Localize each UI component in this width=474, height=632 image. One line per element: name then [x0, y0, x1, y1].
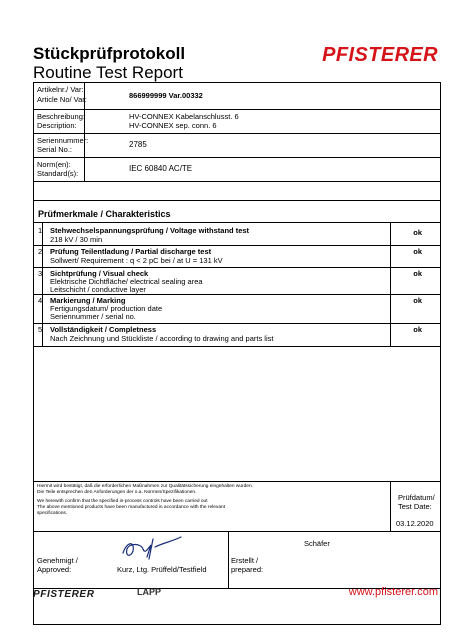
row-divider — [34, 294, 440, 295]
serial-label-de: Seriennummer: — [37, 136, 89, 145]
row-divider — [34, 133, 440, 134]
row-divider — [34, 531, 440, 532]
serial-label-en: Serial No.: — [37, 145, 73, 154]
item-number: 3 — [38, 269, 43, 278]
created-label-de: Erstellt / — [231, 556, 259, 565]
item-detail: 218 kV / 30 min — [50, 235, 103, 244]
report-frame — [33, 82, 441, 625]
created-label-en: prepared: — [231, 565, 264, 574]
title-english: Routine Test Report — [33, 63, 183, 82]
test-date-label-de: Prüfdatum/ — [398, 493, 435, 502]
desc-value-de: HV-CONNEX Kabelanschlusst. 6 — [129, 112, 239, 121]
approver-name: Kurz, Ltg. Prüffeld/Testfield — [117, 565, 207, 574]
signature-column-divider — [228, 531, 229, 588]
row-divider — [34, 267, 440, 268]
date-column-divider — [390, 481, 391, 531]
item-result: ok — [413, 269, 422, 278]
test-date-label-en: Test Date: — [398, 502, 432, 511]
item-detail: Elektrische Dichtfläche/ electrical sealing area — [50, 277, 203, 286]
confirmation-en-line: The above mentioned products have been manufactured in accordance with the relevant — [37, 505, 225, 510]
norm-label-de: Norm(en): — [37, 160, 71, 169]
item-result: ok — [413, 228, 422, 237]
row-divider — [34, 222, 440, 223]
item-detail: Leitschicht / conductive layer — [50, 285, 146, 294]
confirmation-de-line: Hiermit wird bestätigt, daß die erforderlichen Maßnahmen zur Qualitätssicherung eingehalten wurden. — [37, 484, 253, 489]
row-divider — [34, 200, 440, 201]
approver-signature — [119, 535, 185, 561]
desc-label-en: Description: — [37, 121, 77, 130]
approved-label-en: Approved: — [37, 565, 72, 574]
item-result: ok — [413, 325, 422, 334]
test-date-value: 03.12.2020 — [396, 519, 434, 528]
approved-label-de: Genehmigt / — [37, 556, 78, 565]
article-value: 866999999 Var.00332 — [129, 91, 203, 100]
item-result: ok — [413, 247, 422, 256]
pfisterer-logo: PFISTERER — [322, 44, 438, 66]
item-number: 2 — [38, 247, 43, 256]
row-divider — [34, 109, 440, 110]
item-detail: Sollwert/ Requirement : q < 2 pC bei / at U = 131 kV — [50, 256, 223, 265]
item-title: Markierung / Marking — [50, 296, 126, 305]
footer-lapp-logo: LAPP — [137, 587, 162, 597]
result-column-divider — [390, 222, 391, 346]
confirmation-de-line: Die Teile entsprechen den Anforderungen der o.a. Normen/Spezifikationen. — [37, 490, 197, 495]
row-divider — [34, 323, 440, 324]
item-title: Vollständigkeit / Completness — [50, 325, 157, 334]
title-german: Stückprüfprotokoll — [33, 44, 186, 63]
item-number: 4 — [38, 296, 43, 305]
norm-value: IEC 60840 AC/TE — [129, 164, 193, 173]
item-detail: Fertigungsdatum/ production date — [50, 304, 163, 313]
footer-pfisterer-logo: PFISTERER — [33, 589, 95, 600]
row-divider — [34, 245, 440, 246]
item-detail: Nach Zeichnung und Stückliste / according to drawing and parts list — [50, 334, 274, 343]
desc-label-de: Beschreibung: — [37, 112, 85, 121]
item-detail: Seriennummer / serial no. — [50, 312, 136, 321]
desc-value-en: HV-CONNEX sep. conn. 6 — [129, 121, 217, 130]
footer-website-link[interactable]: www.pfisterer.com — [348, 586, 438, 598]
article-label-en: Article No/ Var: — [37, 95, 87, 104]
row-divider — [34, 481, 440, 482]
item-title: Prüfung Teilentladung / Partial discharge test — [50, 247, 212, 256]
confirmation-en-line: specifications. — [37, 511, 68, 516]
confirmation-en-line: We herewith confirm that the specified in-process controls have been carried out — [37, 499, 208, 504]
item-number: 5 — [38, 325, 43, 334]
item-number: 1 — [38, 226, 43, 235]
characteristics-heading: Prüfmerkmale / Charakteristics — [38, 209, 171, 219]
item-title: Stehwechselspannungsprüfung / Voltage withstand test — [50, 226, 250, 235]
item-title: Sichtprüfung / Visual check — [50, 269, 149, 278]
row-divider — [34, 157, 440, 158]
item-result: ok — [413, 296, 422, 305]
article-label-de: Artikelnr./ Var: — [37, 85, 84, 94]
creator-name: Schäfer — [304, 539, 330, 548]
norm-label-en: Standard(s): — [37, 169, 79, 178]
row-divider — [34, 346, 440, 347]
row-divider — [34, 181, 440, 182]
serial-value: 2785 — [129, 140, 147, 149]
